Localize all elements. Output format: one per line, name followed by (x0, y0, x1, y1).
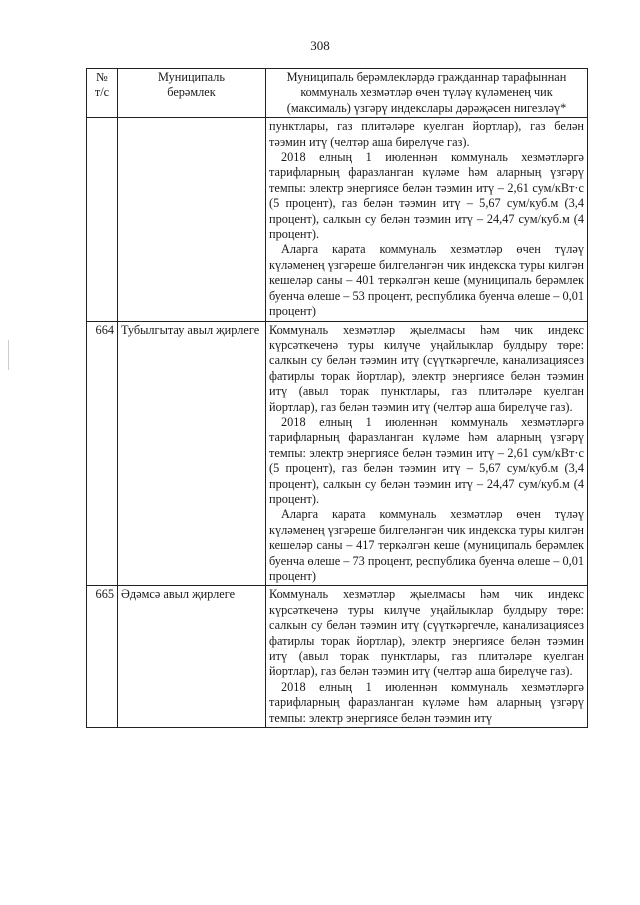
row-number (87, 118, 118, 321)
page-number: 308 (310, 38, 330, 53)
row-description (266, 118, 588, 321)
table-header-row (87, 69, 588, 118)
description-paragraph: Аларга карата коммуналь хезмәтләр өчен түләү күләменең үзгәреше билгеләнгән чик индекска туры килгән кешеләр саны – 401 теркәлгән кеше (муниципаль берәмлек буенча өлеше – 53 процент, республика буенча өлеше – 0,01 процент) (269, 242, 584, 319)
header-number-line1: № (96, 70, 108, 84)
tariff-table (86, 68, 588, 728)
header-number (87, 69, 118, 118)
table-row (87, 118, 588, 321)
header-number-line2: т/с (94, 85, 110, 100)
description-paragraph: Коммуналь хезмәтләр җыелмасы һәм чик индекс күрсәткеченә туры килүче уңайлыклар булдыру төре: салкын су белән тәэмин итү (сүүткәргечле, канализациясез фатирлы торак йортлар), электр энергиясе белән тәэмин итү (авыл торак пунктлары, газ плитәләре куелган йортлар), газ белән тәэмин итү (челтәр аша бирелүче газ). (269, 587, 584, 679)
table-row (87, 321, 588, 586)
row-description (266, 321, 588, 586)
row-municipality (118, 118, 266, 321)
description-paragraph: Аларга карата коммуналь хезмәтләр өчен түләү күләменең үзгәреше билгеләнгән чик индекска туры килгән кешеләр саны – 417 теркәлгән кеше (муниципаль берәмлек буенча өлеше – 73 процент, республика буенча өлеше – 0,01 процент) (269, 507, 584, 583)
description-paragraph: 2018 елның 1 июленнән коммуналь хезмәтләргә тарифларның фаразланган күләме һәм аларның үзгәрү темпы: электр энергиясе белән тәэмин итү – 2,61 сум/кВт·с (5 процент), газ белән тәэмин итү – 5,67 сум/куб.м (3,4 процент), салкын су белән тәэмин итү – 24,47 сум/куб.м (4 процент). (269, 414, 584, 506)
header-municipality-line1: Муниципаль (158, 70, 225, 84)
table-row (87, 586, 588, 728)
description-paragraph: 2018 елның 1 июленнән коммуналь хезмәтләргә тарифларның фаразланган күләме һәм аларның үзгәрү темпы: электр энергиясе белән тәэмин итү (269, 679, 584, 725)
row-number: 665 (87, 586, 118, 728)
row-number: 664 (87, 321, 118, 586)
scan-artifact-line (8, 340, 9, 370)
description-paragraph: 2018 елның 1 июленнән коммуналь хезмәтләргә тарифларның фаразланган күләме һәм аларның үзгәрү темпы: электр энергиясе белән тәэмин итү – 2,61 сум/кВт·с (5 процент), газ белән тәэмин итү – 5,67 сум/куб.м (3,4 процент), салкын су белән тәэмин итү – 24,47 сум/куб.м (4 процент). (269, 150, 584, 242)
row-description (266, 586, 588, 728)
row-municipality: Тубылгытау авыл җирлеге (118, 321, 266, 586)
description-paragraph: Коммуналь хезмәтләр җыелмасы һәм чик индекс күрсәткеченә туры килүче уңайлыклар булдыру төре: салкын су белән тәэмин итү (сүүткәргечле, канализациясез фатирлы торак йортлар), электр энергиясе белән тәэмин итү (авыл торак пунктлары, газ плитәләре куелган йортлар), газ белән тәэмин итү (челтәр аша бирелүче газ). (269, 322, 584, 414)
header-municipality-line2: берәмлек (167, 85, 216, 100)
header-municipality (118, 69, 266, 118)
header-description: Муниципаль берәмлекләрдә гражданнар тарафыннан коммуналь хезмәтләр өчен түләү күләменең чик (максималь) үзгәрү индекслары дәрәҗәсен нигезләү* (266, 69, 588, 118)
description-paragraph: пунктлары, газ плитәләре куелган йортлар), газ белән тәэмин итү (челтәр аша бирелүче газ). (269, 119, 584, 149)
row-municipality: Әдәмсә авыл җирлеге (118, 586, 266, 728)
